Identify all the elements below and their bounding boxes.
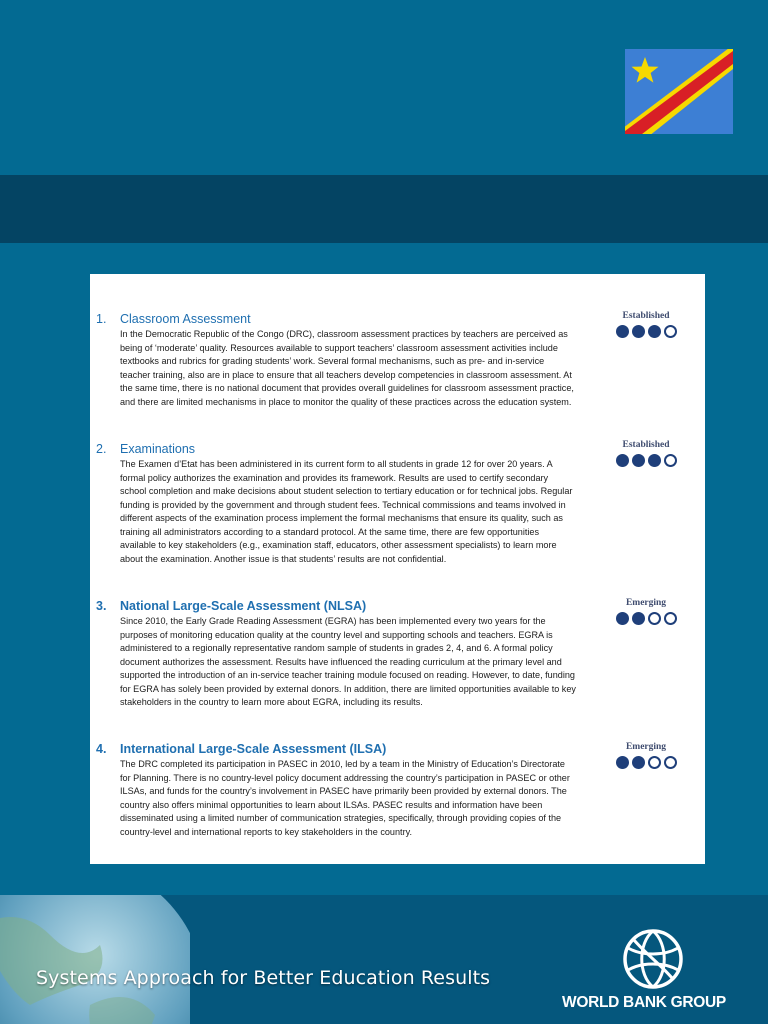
section-number: 4. (96, 742, 107, 756)
rating-nlsa (606, 597, 686, 625)
world-bank-group-logo-text: WORLD BANK GROUP (562, 994, 726, 1011)
section-ilsa (96, 741, 576, 839)
rating-dot-empty (664, 325, 677, 338)
footer (0, 895, 768, 1024)
rating-dot-filled (616, 756, 629, 769)
rating-dot-filled (632, 612, 645, 625)
footer-tagline: Systems Approach for Better Education Results (36, 967, 491, 989)
rating-examinations (606, 439, 686, 467)
rating-label: Established (622, 440, 670, 450)
drc-flag-icon (625, 49, 733, 134)
rating-classroom-assessment (606, 310, 686, 338)
rating-dots (606, 612, 686, 625)
section-body: Since 2010, the Early Grade Reading Assessment (EGRA) has been implemented every two years for the purposes of monitoring education quality at the country level and supporting schools and teachers. EGRA is administered to a regionally representative random sample of students in grades 2, 4, and 6. A formal policy document authorizes the assessment. Results have influenced the reading curriculum at the primary level and supported the introduction of an in-service teacher training module focused on reading. However, to date, funding for EGRA has solely been provided by external donors. In addition, there are limited opportunities available to key stakeholders in the country to learn more about EGRA, including its results. (120, 616, 576, 707)
section-number: 3. (96, 599, 107, 613)
globe-image (0, 895, 190, 1024)
rating-dot-filled (632, 454, 645, 467)
rating-dot-filled (616, 325, 629, 338)
rating-label: Emerging (625, 598, 667, 608)
rating-dot-filled (616, 612, 629, 625)
rating-dot-empty (648, 756, 661, 769)
rating-label: Emerging (625, 742, 667, 752)
section-number: 2. (96, 442, 107, 456)
section-body: The Examen d’Etat has been administered in its current form to all students in grade 12 for over 20 years. A formal policy authorizes the examination and provides its framework. Results are used to certify secondary school completion and make decisions about student selection to tertiary education or for technical jobs. Regular funding is provided by the government and through student fees. Technical commissions and teams involved in different aspects of the examination process implement the formal mechanisms that ensure its quality, such as training all administrators according to a standard protocol. At the same time, there are few opportunities available to key stakeholders (e.g., examination staff, educators, other assessment specialists) to learn more about the examination. Another issue is that students’ results are not confidential. (120, 459, 573, 564)
rating-ilsa (606, 741, 686, 769)
title-band (0, 175, 768, 243)
section-title: National Large-Scale Assessment (NLSA) (120, 599, 367, 613)
section-title: Examinations (120, 442, 196, 456)
rating-dot-filled (632, 756, 645, 769)
section-title: International Large-Scale Assessment (ILSA) (120, 742, 387, 756)
section-nlsa (96, 598, 576, 710)
rating-dot-filled (648, 325, 661, 338)
rating-dot-filled (632, 325, 645, 338)
rating-dot-empty (664, 612, 677, 625)
assessment-panel (90, 274, 705, 864)
section-title: Classroom Assessment (120, 312, 251, 326)
section-number: 1. (96, 312, 107, 326)
rating-dot-filled (616, 454, 629, 467)
rating-dot-filled (648, 454, 661, 467)
rating-dots (606, 454, 686, 467)
rating-dots (606, 756, 686, 769)
rating-dot-empty (664, 454, 677, 467)
rating-dot-empty (664, 756, 677, 769)
section-classroom-assessment (96, 311, 576, 409)
rating-dots (606, 325, 686, 338)
rating-dot-empty (648, 612, 661, 625)
world-bank-globe-icon (622, 928, 684, 990)
section-body: In the Democratic Republic of the Congo (DRC), classroom assessment practices by teachers are perceived as being of ‘moderate’ quality. Resources available to support teachers’ classroom assessment activities include textbooks and rubrics for grading students’ work. Several formal mechanisms, such as pre- and in-service teacher training, also are in place to ensure that all teachers develop competencies in classroom assessment. At the same time, there is no national document that provides overall guidelines for classroom assessment practice, and there are limited mechanisms in place to monitor the quality of these practices across the education system. (120, 329, 574, 407)
section-body: The DRC completed its participation in PASEC in 2010, led by a team in the Ministry of Education’s Directorate for Planning. There is no country-level policy document addressing the country’s participation in PASEC or other ILSAs, and funds for the country’s involvement in PASEC have primarily been provided by external donors. The country also offers minimal opportunities to learn about ILSAs. PASEC results and information have been disseminated using a limited number of communication strategies, specifically, through providing copies of the country-level and international reports to key stakeholders in the country. (120, 759, 570, 837)
section-examinations (96, 441, 576, 566)
rating-label: Established (622, 311, 670, 321)
